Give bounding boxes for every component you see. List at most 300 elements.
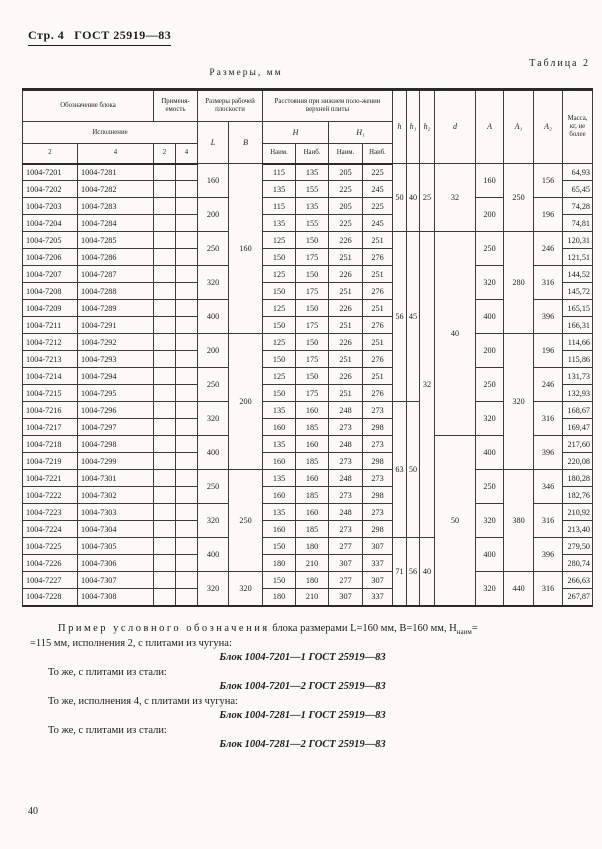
cell-designation-exec4: 1004-7282 xyxy=(78,181,154,198)
col-H: H xyxy=(263,122,329,144)
col-h: h xyxy=(393,90,407,164)
cell-H1-max: 337 xyxy=(363,555,393,572)
cell-applicability-2 xyxy=(154,385,176,402)
cell-designation-exec4: 1004-7301 xyxy=(78,470,154,487)
cell-H1-min: 226 xyxy=(329,266,363,283)
cell-H1-max: 337 xyxy=(363,589,393,606)
cell-applicability-4 xyxy=(176,589,198,606)
cell-mass: 145,72 xyxy=(563,283,593,300)
col-appl-2: 2 xyxy=(154,144,176,164)
cell-H1-max: 245 xyxy=(363,215,393,232)
cell-H1-max: 251 xyxy=(363,266,393,283)
cell-applicability-4 xyxy=(176,232,198,249)
cell-H1-min: 251 xyxy=(329,249,363,266)
cell-H1-max: 307 xyxy=(363,538,393,555)
cell-H-min: 125 xyxy=(263,300,296,317)
example-designation: Блок 1004-7201—2 ГОСТ 25919—83 xyxy=(219,681,386,693)
cell-applicability-4 xyxy=(176,351,198,368)
cell-H-min: 150 xyxy=(263,572,296,589)
cell-A1: 440 xyxy=(504,572,534,606)
cell-H-max: 150 xyxy=(296,300,329,317)
cell-H1-max: 276 xyxy=(363,249,393,266)
cell-A: 200 xyxy=(476,334,504,368)
cell-H-min: 135 xyxy=(263,436,296,453)
table-row xyxy=(23,470,593,487)
cell-H-min: 150 xyxy=(263,385,296,402)
cell-H-max: 135 xyxy=(296,164,329,181)
col-execution: Исполнение xyxy=(23,122,198,144)
cell-H1-max: 276 xyxy=(363,317,393,334)
cell-H-max: 210 xyxy=(296,555,329,572)
cell-mass: 210,92 xyxy=(563,504,593,521)
cell-designation-exec4: 1004-7289 xyxy=(78,300,154,317)
cell-mass: 180,28 xyxy=(563,470,593,487)
cell-A: 200 xyxy=(476,198,504,232)
cell-applicability-2 xyxy=(154,164,176,181)
example-intro-2: =115 мм, исполнения 2, с плитами из чугуна: xyxy=(30,638,232,650)
cell-H1-min: 226 xyxy=(329,232,363,249)
cell-applicability-2 xyxy=(154,181,176,198)
cell-applicability-2 xyxy=(154,555,176,572)
cell-applicability-4 xyxy=(176,266,198,283)
cell-A2: 196 xyxy=(534,334,563,368)
page-header xyxy=(28,28,171,46)
cell-H-max: 160 xyxy=(296,402,329,419)
cell-applicability-2 xyxy=(154,249,176,266)
cell-applicability-4 xyxy=(176,470,198,487)
cell-designation-exec2: 1004-7228 xyxy=(23,589,78,606)
cell-L: 400 xyxy=(198,300,229,334)
cell-H1-max: 273 xyxy=(363,504,393,521)
cell-H1-max: 251 xyxy=(363,300,393,317)
cell-H-max: 135 xyxy=(296,198,329,215)
cell-designation-exec2: 1004-7204 xyxy=(23,215,78,232)
cell-designation-exec4: 1004-7305 xyxy=(78,538,154,555)
cell-mass: 217,60 xyxy=(563,436,593,453)
cell-designation-exec4: 1004-7283 xyxy=(78,198,154,215)
cell-H1-min: 273 xyxy=(329,521,363,538)
cell-L: 320 xyxy=(198,266,229,300)
cell-H1-max: 225 xyxy=(363,198,393,215)
cell-applicability-2 xyxy=(154,419,176,436)
cell-applicability-4 xyxy=(176,198,198,215)
cell-applicability-4 xyxy=(176,164,198,181)
cell-designation-exec2: 1004-7205 xyxy=(23,232,78,249)
example-label: То же, с плитами из стали: xyxy=(48,724,167,736)
cell-H1-max: 298 xyxy=(363,487,393,504)
cell-applicability-4 xyxy=(176,385,198,402)
cell-A2: 246 xyxy=(534,368,563,402)
col-workplane-group: Размеры рабочей плоскости xyxy=(198,90,263,122)
cell-h2: 25 xyxy=(420,164,435,232)
cell-H-max: 150 xyxy=(296,266,329,283)
cell-H-min: 150 xyxy=(263,538,296,555)
cell-mass: 280,74 xyxy=(563,555,593,572)
cell-mass: 266,63 xyxy=(563,572,593,589)
cell-mass: 114,66 xyxy=(563,334,593,351)
cell-H1-min: 248 xyxy=(329,470,363,487)
cell-designation-exec4: 1004-7292 xyxy=(78,334,154,351)
cell-applicability-4 xyxy=(176,538,198,555)
cell-H-max: 175 xyxy=(296,317,329,334)
example-designation: Блок 1004-7201—1 ГОСТ 25919—83 xyxy=(219,652,386,664)
cell-applicability-4 xyxy=(176,317,198,334)
cell-H-max: 185 xyxy=(296,419,329,436)
cell-A2: 316 xyxy=(534,266,563,300)
cell-H-min: 135 xyxy=(263,470,296,487)
cell-d: 40 xyxy=(435,232,476,436)
col-distance-group: Расстояния при нижнем поло-жении верхней плиты xyxy=(263,90,393,122)
cell-designation-exec2: 1004-7226 xyxy=(23,555,78,572)
cell-applicability-4 xyxy=(176,215,198,232)
example-label: То же, исполнения 4, с плитами из чугуна: xyxy=(48,695,238,707)
col-d: d xyxy=(435,90,476,164)
cell-applicability-4 xyxy=(176,453,198,470)
cell-h: 56 xyxy=(393,232,407,402)
cell-H-max: 155 xyxy=(296,181,329,198)
col-A: A xyxy=(476,90,504,164)
cell-A: 250 xyxy=(476,470,504,504)
cell-H1-max: 245 xyxy=(363,181,393,198)
cell-H-max: 180 xyxy=(296,538,329,555)
cell-L: 320 xyxy=(198,572,229,606)
cell-A2: 246 xyxy=(534,232,563,266)
table-row xyxy=(23,572,593,589)
cell-H-min: 150 xyxy=(263,317,296,334)
cell-applicability-4 xyxy=(176,402,198,419)
cell-mass: 165,15 xyxy=(563,300,593,317)
cell-H1-min: 277 xyxy=(329,572,363,589)
cell-designation-exec2: 1004-7207 xyxy=(23,266,78,283)
cell-L: 200 xyxy=(198,334,229,368)
cell-H-min: 150 xyxy=(263,249,296,266)
cell-H-max: 150 xyxy=(296,334,329,351)
cell-d: 32 xyxy=(435,164,476,232)
cell-H1-min: 248 xyxy=(329,504,363,521)
cell-H-max: 155 xyxy=(296,215,329,232)
cell-H-max: 210 xyxy=(296,589,329,606)
cell-designation-exec4: 1004-7286 xyxy=(78,249,154,266)
cell-H-min: 135 xyxy=(263,181,296,198)
cell-H1-min: 251 xyxy=(329,351,363,368)
cell-H1-max: 276 xyxy=(363,385,393,402)
cell-designation-exec4: 1004-7297 xyxy=(78,419,154,436)
table-body xyxy=(23,164,593,606)
cell-H1-min: 226 xyxy=(329,334,363,351)
example-label: То же, с плитами из стали: xyxy=(48,666,167,678)
cell-applicability-2 xyxy=(154,351,176,368)
cell-A: 160 xyxy=(476,164,504,198)
cell-H-min: 150 xyxy=(263,283,296,300)
cell-mass: 64,93 xyxy=(563,164,593,181)
cell-mass: 115,86 xyxy=(563,351,593,368)
cell-applicability-2 xyxy=(154,334,176,351)
cell-designation-exec2: 1004-7209 xyxy=(23,300,78,317)
cell-H1-min: 251 xyxy=(329,283,363,300)
cell-mass: 267,87 xyxy=(563,589,593,606)
cell-designation-exec4: 1004-7285 xyxy=(78,232,154,249)
cell-H-max: 185 xyxy=(296,487,329,504)
example-designation: Блок 1004-7281—1 ГОСТ 25919—83 xyxy=(219,710,386,722)
cell-applicability-2 xyxy=(154,538,176,555)
cell-designation-exec2: 1004-7224 xyxy=(23,521,78,538)
cell-applicability-2 xyxy=(154,402,176,419)
cell-H-max: 150 xyxy=(296,232,329,249)
cell-H-max: 175 xyxy=(296,385,329,402)
cell-applicability-4 xyxy=(176,419,198,436)
cell-mass: 120,31 xyxy=(563,232,593,249)
cell-applicability-2 xyxy=(154,589,176,606)
cell-A2: 316 xyxy=(534,504,563,538)
cell-designation-exec2: 1004-7216 xyxy=(23,402,78,419)
cell-H-min: 135 xyxy=(263,504,296,521)
cell-H1-max: 251 xyxy=(363,368,393,385)
cell-A: 400 xyxy=(476,436,504,470)
cell-H-min: 115 xyxy=(263,164,296,181)
cell-H1-max: 276 xyxy=(363,283,393,300)
col-H1: H₁ xyxy=(329,122,393,144)
cell-L: 400 xyxy=(198,538,229,572)
units-label: Размеры, мм xyxy=(209,68,283,78)
cell-H-max: 185 xyxy=(296,521,329,538)
cell-applicability-2 xyxy=(154,470,176,487)
cell-H-max: 175 xyxy=(296,283,329,300)
cell-applicability-2 xyxy=(154,436,176,453)
cell-A: 250 xyxy=(476,232,504,266)
cell-H1-max: 298 xyxy=(363,419,393,436)
cell-applicability-2 xyxy=(154,487,176,504)
cell-designation-exec2: 1004-7206 xyxy=(23,249,78,266)
cell-H-max: 160 xyxy=(296,470,329,487)
cell-h: 50 xyxy=(393,164,407,232)
table-row xyxy=(23,164,593,181)
col-A2: A₂ xyxy=(534,90,563,164)
cell-H1-max: 273 xyxy=(363,436,393,453)
cell-designation-exec2: 1004-7202 xyxy=(23,181,78,198)
cell-B: 250 xyxy=(229,470,263,572)
cell-mass: 144,52 xyxy=(563,266,593,283)
cell-H1-min: 226 xyxy=(329,300,363,317)
dimensions-table xyxy=(22,88,593,607)
cell-H-min: 125 xyxy=(263,232,296,249)
cell-h2: 32 xyxy=(420,232,435,538)
cell-h: 63 xyxy=(393,402,407,538)
cell-A2: 156 xyxy=(534,164,563,198)
cell-H1-min: 273 xyxy=(329,419,363,436)
cell-H1-max: 273 xyxy=(363,470,393,487)
cell-L: 320 xyxy=(198,504,229,538)
cell-applicability-2 xyxy=(154,368,176,385)
cell-A1: 280 xyxy=(504,232,534,334)
cell-H1-min: 307 xyxy=(329,589,363,606)
cell-L: 400 xyxy=(198,436,229,470)
cell-H-min: 180 xyxy=(263,589,296,606)
cell-applicability-4 xyxy=(176,249,198,266)
cell-designation-exec4: 1004-7307 xyxy=(78,572,154,589)
cell-H1-max: 251 xyxy=(363,232,393,249)
cell-H-min: 150 xyxy=(263,351,296,368)
cell-A: 400 xyxy=(476,538,504,572)
cell-A2: 316 xyxy=(534,402,563,436)
page-label: Стр. 4 xyxy=(28,28,65,42)
col-B: B xyxy=(229,122,263,164)
col-applicability-group: Применя-емость xyxy=(154,90,198,122)
cell-designation-exec2: 1004-7214 xyxy=(23,368,78,385)
cell-A: 320 xyxy=(476,266,504,300)
col-exec-4: 4 xyxy=(78,144,154,164)
cell-H1-max: 298 xyxy=(363,521,393,538)
cell-h1: 50 xyxy=(407,402,420,538)
cell-mass: 74,28 xyxy=(563,198,593,215)
cell-H-max: 160 xyxy=(296,436,329,453)
cell-applicability-4 xyxy=(176,555,198,572)
cell-H1-max: 276 xyxy=(363,351,393,368)
cell-A1: 380 xyxy=(504,470,534,572)
cell-A2: 396 xyxy=(534,436,563,470)
col-exec-2: 2 xyxy=(23,144,78,164)
cell-h1: 45 xyxy=(407,232,420,402)
cell-L: 320 xyxy=(198,402,229,436)
cell-designation-exec2: 1004-7217 xyxy=(23,419,78,436)
cell-L: 160 xyxy=(198,164,229,198)
cell-h: 71 xyxy=(393,538,407,606)
cell-H1-max: 251 xyxy=(363,334,393,351)
cell-designation-exec4: 1004-7303 xyxy=(78,504,154,521)
cell-H-max: 175 xyxy=(296,249,329,266)
cell-applicability-2 xyxy=(154,572,176,589)
cell-H1-min: 248 xyxy=(329,402,363,419)
cell-A2: 316 xyxy=(534,572,563,606)
col-appl-4: 4 xyxy=(176,144,198,164)
cell-designation-exec2: 1004-7219 xyxy=(23,453,78,470)
cell-H1-min: 273 xyxy=(329,453,363,470)
cell-designation-exec2: 1004-7201 xyxy=(23,164,78,181)
cell-A2: 396 xyxy=(534,538,563,572)
cell-B: 160 xyxy=(229,164,263,334)
cell-designation-exec2: 1004-7227 xyxy=(23,572,78,589)
table-row xyxy=(23,334,593,351)
col-H1-min: Наим. xyxy=(329,144,363,164)
cell-mass: 182,76 xyxy=(563,487,593,504)
cell-A: 320 xyxy=(476,402,504,436)
cell-designation-exec2: 1004-7213 xyxy=(23,351,78,368)
cell-designation-exec2: 1004-7221 xyxy=(23,470,78,487)
cell-applicability-4 xyxy=(176,436,198,453)
cell-H-min: 125 xyxy=(263,368,296,385)
cell-H-max: 180 xyxy=(296,572,329,589)
cell-H1-min: 205 xyxy=(329,164,363,181)
cell-H1-max: 225 xyxy=(363,164,393,181)
cell-applicability-2 xyxy=(154,198,176,215)
cell-applicability-4 xyxy=(176,368,198,385)
col-L: L xyxy=(198,122,229,164)
example-block xyxy=(30,622,575,753)
cell-H-max: 160 xyxy=(296,504,329,521)
example-intro: Пример условного обозначения блока размерами L=160 мм, В=160 мм, $Н_{наим}=$ xyxy=(58,623,478,637)
col-H-max: Наиб. xyxy=(296,144,329,164)
col-H-min: Наим. xyxy=(263,144,296,164)
cell-H-max: 175 xyxy=(296,351,329,368)
cell-applicability-2 xyxy=(154,521,176,538)
cell-designation-exec4: 1004-7294 xyxy=(78,368,154,385)
cell-L: 250 xyxy=(198,470,229,504)
cell-H1-max: 273 xyxy=(363,402,393,419)
cell-H-min: 160 xyxy=(263,521,296,538)
cell-applicability-4 xyxy=(176,181,198,198)
cell-A: 320 xyxy=(476,572,504,606)
cell-H1-max: 307 xyxy=(363,572,393,589)
cell-designation-exec2: 1004-7223 xyxy=(23,504,78,521)
cell-A: 250 xyxy=(476,368,504,402)
cell-designation-exec4: 1004-7308 xyxy=(78,589,154,606)
cell-H-max: 185 xyxy=(296,453,329,470)
cell-H1-min: 277 xyxy=(329,538,363,555)
table-row xyxy=(23,232,593,249)
cell-A2: 196 xyxy=(534,198,563,232)
col-mass: Масса, кг, не более xyxy=(563,90,593,164)
cell-applicability-2 xyxy=(154,317,176,334)
cell-d: 50 xyxy=(435,436,476,606)
cell-mass: 65,45 xyxy=(563,181,593,198)
standard-number: ГОСТ 25919—83 xyxy=(74,28,172,42)
cell-H-min: 115 xyxy=(263,198,296,215)
cell-designation-exec4: 1004-7281 xyxy=(78,164,154,181)
col-designation-group: Обозначение блока xyxy=(23,90,154,122)
example-items xyxy=(30,651,575,751)
cell-mass: 168,67 xyxy=(563,402,593,419)
cell-B: 200 xyxy=(229,334,263,470)
cell-applicability-4 xyxy=(176,487,198,504)
cell-applicability-4 xyxy=(176,504,198,521)
cell-designation-exec2: 1004-7222 xyxy=(23,487,78,504)
cell-designation-exec4: 1004-7299 xyxy=(78,453,154,470)
table-head xyxy=(23,90,593,164)
cell-applicability-2 xyxy=(154,300,176,317)
cell-H-min: 125 xyxy=(263,334,296,351)
cell-designation-exec4: 1004-7306 xyxy=(78,555,154,572)
cell-H-min: 160 xyxy=(263,419,296,436)
cell-H1-min: 248 xyxy=(329,436,363,453)
cell-H1-min: 307 xyxy=(329,555,363,572)
cell-applicability-2 xyxy=(154,215,176,232)
cell-H1-min: 251 xyxy=(329,317,363,334)
cell-L: 250 xyxy=(198,232,229,266)
cell-applicability-2 xyxy=(154,283,176,300)
cell-H1-min: 226 xyxy=(329,368,363,385)
cell-H-min: 180 xyxy=(263,555,296,572)
cell-designation-exec4: 1004-7288 xyxy=(78,283,154,300)
cell-applicability-2 xyxy=(154,266,176,283)
cell-designation-exec4: 1004-7287 xyxy=(78,266,154,283)
col-H1-max: Наиб. xyxy=(363,144,393,164)
cell-designation-exec2: 1004-7212 xyxy=(23,334,78,351)
cell-designation-exec2: 1004-7225 xyxy=(23,538,78,555)
col-h2: h₂ xyxy=(420,90,435,164)
cell-mass: 220,08 xyxy=(563,453,593,470)
cell-L: 250 xyxy=(198,368,229,402)
cell-A2: 346 xyxy=(534,470,563,504)
cell-designation-exec4: 1004-7295 xyxy=(78,385,154,402)
cell-designation-exec4: 1004-7298 xyxy=(78,436,154,453)
cell-mass: 279,50 xyxy=(563,538,593,555)
cell-designation-exec2: 1004-7215 xyxy=(23,385,78,402)
cell-applicability-4 xyxy=(176,572,198,589)
cell-mass: 132,93 xyxy=(563,385,593,402)
cell-mass: 213,40 xyxy=(563,521,593,538)
cell-h2: 40 xyxy=(420,538,435,606)
cell-mass: 121,51 xyxy=(563,249,593,266)
cell-designation-exec2: 1004-7208 xyxy=(23,283,78,300)
